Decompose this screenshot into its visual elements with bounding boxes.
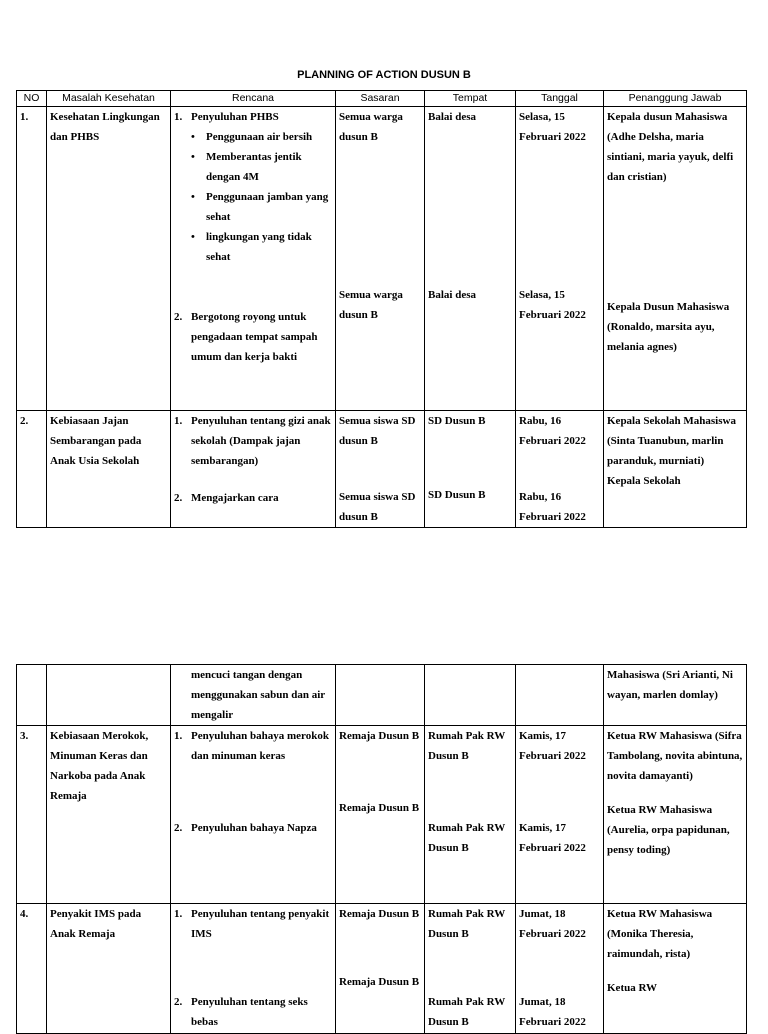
plan-bullet-list: [174, 127, 332, 267]
row-masalah: Penyakit IMS pada Anak Remaja: [47, 904, 171, 1034]
plan-item: 1. Penyuluhan tentang penyakit IMS: [174, 908, 330, 940]
row-masalah: Kebiasaan Jajan Sembarangan pada Anak Usia Sekolah: [47, 411, 171, 528]
table-row: [17, 726, 747, 904]
plan-item: 2. Penyuluhan bahaya Napza: [174, 822, 317, 834]
list-item: • lingkungan yang tidak sehat: [206, 227, 332, 267]
action-plan-table-continued: [16, 664, 747, 1034]
row-pj: Ketua RW Mahasiswa (Monika Theresia, raimundah, rista) Ketua RW: [604, 904, 747, 1034]
plan-item: 2. Penyuluhan tentang seks bebas: [174, 996, 308, 1028]
header-no: NO: [17, 91, 47, 107]
action-plan-table: [16, 90, 747, 528]
header-tempat: Tempat: [425, 91, 516, 107]
header-rencana: Rencana: [171, 91, 336, 107]
row-masalah: Kesehatan Lingkungan dan PHBS: [47, 107, 171, 411]
header-masalah: Masalah Kesehatan: [47, 91, 171, 107]
table-header-row: [17, 91, 747, 107]
list-item: • Memberantas jentik dengan 4M: [206, 147, 332, 187]
row-rencana: [171, 726, 336, 904]
table-row: [17, 904, 747, 1034]
row-no: 3.: [17, 726, 47, 904]
plan-item: 2. Mengajarkan cara: [174, 492, 279, 504]
row-tanggal: Jumat, 18 Februari 2022 Jumat, 18 Februari 2022: [516, 904, 604, 1034]
header-tanggal: Tanggal: [516, 91, 604, 107]
plan-item: 1. Penyuluhan tentang gizi anak sekolah (Dampak jajan sembarangan): [174, 415, 331, 467]
row-tempat: Rumah Pak RW Dusun B Rumah Pak RW Dusun B: [425, 726, 516, 904]
row-sasaran: Remaja Dusun B Remaja Dusun B: [336, 726, 425, 904]
row-no: 2.: [17, 411, 47, 528]
document-title: PLANNING OF ACTION DUSUN B: [297, 69, 471, 81]
row-masalah: Kebiasaan Merokok, Minuman Keras dan Narkoba pada Anak Remaja: [47, 726, 171, 904]
table-row: [17, 411, 747, 528]
row-rencana: [171, 107, 336, 411]
row-pj: Kepala Sekolah Mahasiswa (Sinta Tuanubun, marlin paranduk, murniati) Kepala Sekolah: [604, 411, 747, 528]
row-tempat: Balai desa Balai desa: [425, 107, 516, 411]
row-tanggal: Kamis, 17 Februari 2022 Kamis, 17 Februari 2022: [516, 726, 604, 904]
row-tempat: SD Dusun B SD Dusun B: [425, 411, 516, 528]
row-rencana: [171, 411, 336, 528]
row-rencana: [171, 904, 336, 1034]
row-tempat: Rumah Pak RW Dusun B Rumah Pak RW Dusun B: [425, 904, 516, 1034]
row-tanggal: Rabu, 16 Februari 2022 Rabu, 16 Februari 2022: [516, 411, 604, 528]
list-item: • Penggunaan jamban yang sehat: [206, 187, 332, 227]
header-pj: Penanggung Jawab: [604, 91, 747, 107]
header-sasaran: Sasaran: [336, 91, 425, 107]
row-rencana: mencuci tangan dengan menggunakan sabun dan air mengalir: [171, 665, 336, 726]
row-no: 1.: [17, 107, 47, 411]
plan-item: 2. Bergotong royong untuk pengadaan tempat sampah umum dan kerja bakti: [174, 311, 318, 363]
row-sasaran: Semua warga dusun B Semua warga dusun B: [336, 107, 425, 411]
list-item: • Penggunaan air bersih: [206, 127, 332, 147]
row-sasaran: Remaja Dusun B Remaja Dusun B: [336, 904, 425, 1034]
table-row: [17, 665, 747, 726]
row-sasaran: Semua siswa SD dusun B Semua siswa SD dusun B: [336, 411, 425, 528]
plan-item: 1. Penyuluhan bahaya merokok dan minuman keras: [174, 730, 329, 762]
row-pj: Kepala dusun Mahasiswa (Adhe Delsha, maria sintiani, maria yayuk, delfi dan cristian) Kepala Dusun Mahasiswa (Ronaldo, marsita ayu, melania agnes): [604, 107, 747, 411]
plan-item: 1. Penyuluhan PHBS: [174, 111, 279, 123]
row-tanggal: Selasa, 15 Februari 2022 Selasa, 15 Februari 2022: [516, 107, 604, 411]
row-no: 4.: [17, 904, 47, 1034]
row-pj: Mahasiswa (Sri Arianti, Ni wayan, marlen domlay): [604, 665, 747, 726]
row-pj: Ketua RW Mahasiswa (Sifra Tambolang, novita abintuna, novita damayanti) Ketua RW Mahasiswa (Aurelia, orpa papidunan, pensy toding): [604, 726, 747, 904]
table-row: [17, 107, 747, 411]
